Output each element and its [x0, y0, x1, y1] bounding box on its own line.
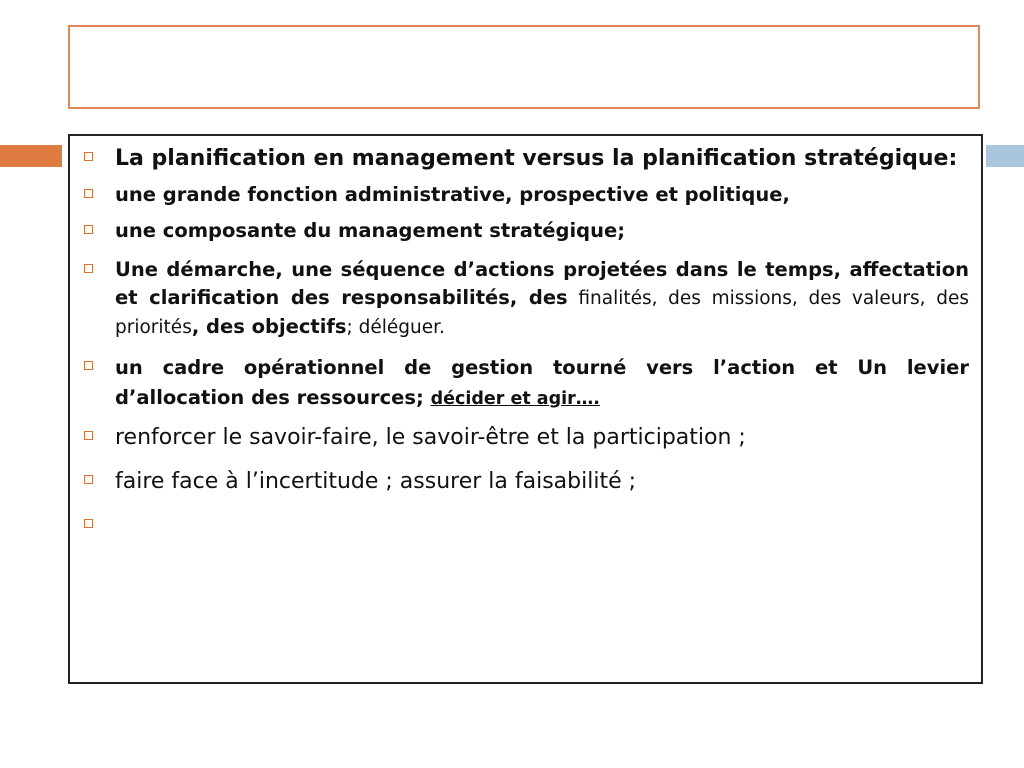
square-bullet-icon — [84, 519, 93, 528]
bullet-item-heading — [115, 144, 969, 174]
bullet-item-savoir — [115, 423, 969, 453]
content-box — [68, 134, 983, 684]
bullet-list — [70, 136, 981, 541]
bullet-text: une composante du management stratégique; — [115, 219, 626, 242]
square-bullet-icon — [84, 225, 93, 234]
bullet-text-bold-objectifs: , des objectifs — [191, 315, 347, 338]
bullet-text: faire face à l’incertitude ; assurer la faisabilité ; — [115, 469, 637, 494]
bullet-item-cadre — [115, 353, 969, 414]
bullet-text-bold: Une démarche, une séquence d’actions projetées dans le temps, affectation et clarification des responsabilités, des — [115, 258, 969, 309]
bullet-text: un cadre opérationnel de gestion tourné vers l’action et Un levier d’allocation des ressources; — [115, 356, 969, 409]
bullet-item-empty — [115, 511, 969, 541]
square-bullet-icon — [84, 264, 93, 273]
bullet-text-normal: finalités, des missions, des valeurs, des priorités — [115, 288, 969, 338]
square-bullet-icon — [84, 189, 93, 198]
bullet-item-composante — [115, 217, 969, 244]
bullet-text-underlined: décider et agir…. — [430, 389, 600, 409]
accent-bar-left — [0, 145, 62, 167]
title-placeholder — [68, 25, 980, 109]
bullet-text: La planification en management versus la planification stratégique: — [115, 146, 958, 171]
bullet-item-incertitude — [115, 467, 969, 497]
bullet-item-fonction — [115, 181, 969, 208]
square-bullet-icon — [84, 431, 93, 440]
bullet-text-normal-tail: ; déléguer. — [346, 317, 445, 338]
square-bullet-icon — [84, 152, 93, 161]
square-bullet-icon — [84, 361, 93, 370]
bullet-text: une grande fonction administrative, prospective et politique, — [115, 183, 790, 206]
accent-bar-right — [986, 145, 1024, 167]
bullet-item-demarche — [115, 256, 969, 342]
square-bullet-icon — [84, 475, 93, 484]
bullet-text: renforcer le savoir-faire, le savoir-être et la participation ; — [115, 425, 746, 450]
